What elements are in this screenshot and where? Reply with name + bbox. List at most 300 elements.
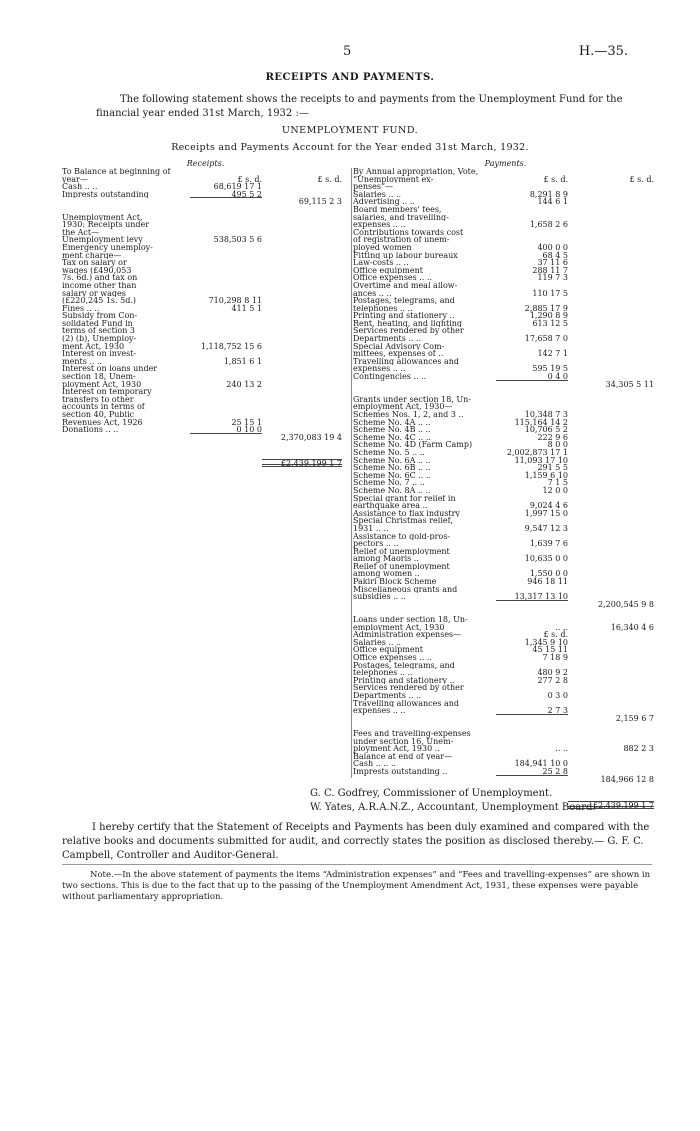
payments-item-label: Departments .. ..: [353, 335, 422, 343]
payments-row: [353, 221, 658, 229]
payments-outer-amount: 2,200,545 9 8: [598, 599, 654, 609]
receipts-inner-amount: 68,619 17 1: [213, 182, 262, 192]
payments-inner-amount: .. ..: [555, 744, 568, 754]
receipts-item-label: [62, 434, 190, 442]
payments-row: [353, 662, 658, 670]
payments-item-label: Office equipment: [353, 646, 423, 654]
payments-inner-amount: [496, 715, 568, 723]
payments-row: [353, 639, 658, 647]
payments-inner-amount: 1,159 6 10: [524, 470, 568, 480]
receipts-row: [62, 274, 349, 282]
receipts-row: [62, 198, 349, 206]
payments-item-label: among Maoris ..: [353, 555, 419, 563]
payments-item-label: Imprests outstanding ..: [353, 767, 448, 776]
receipts-row: [62, 214, 349, 222]
receipts-item-label: 7s. 6d.) and tax on: [62, 274, 138, 282]
payments-outer-amount: [568, 236, 654, 244]
payments-outer-amount: [568, 358, 654, 366]
payments-row: [353, 677, 658, 685]
intro-paragraph: The following statement shows the receipts to and payments from the Unemployment Fund for the financial year ended 31st March, 1932 :—: [96, 94, 623, 119]
payments-outer-amount: [568, 570, 654, 578]
payments-item-label: earthquake area ..: [353, 502, 428, 510]
payments-outer-amount: 184,966 12 8: [600, 774, 654, 784]
payments-item-label: [353, 715, 496, 723]
payments-inner-amount: £ s. d.: [543, 174, 568, 184]
payments-inner-amount: 12 0 0: [542, 485, 568, 495]
receipts-row: [62, 388, 349, 396]
payments-outer-amount: [568, 252, 654, 260]
receipts-row: [62, 259, 349, 267]
fund-title: UNEMPLOYMENT FUND.: [281, 125, 419, 136]
payments-item-label: ployment Act, 1930 ..: [353, 745, 440, 753]
payments-row: [353, 198, 658, 206]
receipts-item-label: salary or wages: [62, 289, 126, 298]
receipts-row: [62, 419, 349, 427]
payments-item-label: subsidies .. ..: [353, 593, 406, 601]
payments-row: [353, 738, 658, 746]
receipts-row: [62, 176, 349, 184]
payments-row: [353, 479, 658, 487]
payments-outer-amount: [568, 198, 654, 206]
payments-item-label: Balance at end of year—: [353, 752, 453, 761]
payments-inner-amount: 115,164 14 2: [514, 417, 568, 427]
payments-outer-amount: 34,305 5 11: [605, 379, 654, 389]
payments-outer-amount: [568, 525, 654, 533]
receipts-inner-amount: [190, 327, 262, 335]
payments-row: [353, 517, 658, 525]
payments-row: [353, 396, 658, 404]
payments-item-label: salaries, and travelling-: [353, 213, 449, 222]
payments-inner-amount: 1,658 2 6: [529, 220, 568, 230]
payments-item-label: Scheme No. 6B .. ..: [353, 464, 431, 472]
payments-outer-amount: [568, 411, 654, 419]
receipts-row: [62, 320, 349, 328]
receipts-outer-amount: [262, 214, 342, 222]
payments-item-label: Overtime and meal allow-: [353, 281, 458, 290]
payments-item-label: telephones .. ..: [353, 304, 413, 313]
payments-outer-amount: [568, 449, 654, 457]
payments-item-label: Miscellaneous grants and: [353, 585, 458, 594]
receipts-outer-amount: 2,370,083 19 4: [280, 432, 342, 442]
payments-item-label: Travelling allowances and: [353, 699, 460, 708]
payments-row: [353, 753, 658, 761]
payments-outer-amount: [568, 646, 654, 654]
payments-outer-amount: [568, 327, 654, 335]
payments-item-label: Office equipment: [353, 266, 423, 275]
payments-item-label: Printing and stationery ..: [353, 312, 455, 320]
payments-row: [353, 441, 658, 449]
payments-item-label: expenses .. ..: [353, 707, 406, 715]
payments-row: [353, 646, 658, 654]
receipts-outer-amount: [262, 252, 342, 260]
payments-item-label: pectors .. ..: [353, 540, 399, 548]
receipts-inner-amount: [190, 274, 262, 282]
receipts-item-label: year—: [62, 175, 88, 184]
receipts-item-label: solidated Fund in: [62, 319, 133, 328]
payments-outer-amount: [568, 730, 654, 738]
payments-inner-amount: 1,997 15 0: [524, 508, 568, 518]
receipts-inner-amount: [190, 267, 262, 275]
payments-row: [353, 715, 658, 723]
payments-outer-amount: [568, 229, 654, 237]
payments-row: [353, 669, 658, 677]
receipts-row: [62, 343, 349, 351]
payments-outer-amount: [568, 244, 654, 252]
payments-inner-amount: 119 7 3: [537, 273, 568, 283]
receipts-inner-amount: 710,298 8 11: [208, 296, 262, 306]
payments-row: [353, 570, 658, 578]
receipts-row: [62, 244, 349, 252]
receipts-item-label: Unemployment Act,: [62, 213, 143, 222]
receipts-total-blank: [62, 459, 190, 467]
payments-outer-amount: [568, 563, 654, 571]
receipts-heading: Receipts.: [186, 159, 225, 168]
receipts-inner-amount: £ s. d.: [237, 174, 262, 184]
receipts-item-label: Revenues Act, 1926: [62, 418, 143, 427]
payments-outer-amount: [568, 206, 654, 214]
payments-item-label: expenses .. ..: [353, 221, 406, 229]
payments-item-label: Relief of unemployment: [353, 547, 450, 556]
payments-item-label: Services rendered by other: [353, 327, 464, 336]
payments-row: [353, 449, 658, 457]
payments-item-label: 1931 .. ..: [353, 524, 389, 533]
payments-row: [353, 183, 658, 191]
payments-outer-amount: [568, 472, 654, 480]
payments-outer-amount: [568, 290, 654, 298]
payments-item-label: ployed women: [353, 243, 412, 252]
payments-outer-amount: [568, 669, 654, 677]
payments-item-label: Scheme No. 6C .. ..: [353, 471, 431, 480]
payments-inner-amount: 45 15 11: [532, 645, 568, 655]
payments-item-label: Salaries .. ..: [353, 190, 402, 199]
payments-item-label: ances .. ..: [353, 289, 392, 298]
payments-inner-amount: 1,290 8 9: [529, 311, 568, 321]
payments-row: [353, 548, 658, 556]
receipts-row: [62, 252, 349, 260]
payments-row: [353, 707, 658, 715]
payments-item-label: Contingencies .. ..: [353, 373, 427, 381]
receipts-row: [62, 221, 349, 229]
payments-inner-amount: 142 7 1: [537, 349, 568, 359]
payments-row: [353, 274, 658, 282]
receipts-item-label: Unemployment levy: [62, 236, 143, 244]
payments-outer-amount: [568, 214, 654, 222]
payments-outer-amount: [568, 274, 654, 282]
payments-row: [353, 730, 658, 738]
payments-inner-amount: [496, 722, 568, 730]
payments-item-label: Special Christmas relief,: [353, 517, 453, 525]
payments-inner-amount: 277 2 8: [537, 675, 568, 685]
receipts-inner-amount: [190, 206, 262, 214]
payments-item-label: employment Act, 1930—: [353, 403, 453, 411]
payments-outer-amount: [568, 540, 654, 548]
receipts-item-label: terms of section 3: [62, 327, 136, 336]
payments-outer-amount: [568, 259, 654, 267]
payments-item-label: Scheme No. 4D (Farm Camp): [353, 441, 473, 449]
receipts-row: [62, 312, 349, 320]
payments-item-label: Advertising .. ..: [353, 198, 415, 206]
payments-item-label: Law-costs .. ..: [353, 259, 409, 267]
payments-inner-amount: [496, 396, 568, 404]
payments-outer-amount: [568, 639, 654, 647]
payments-inner-amount: 11,093 17 10: [514, 455, 568, 465]
payments-row: [353, 426, 658, 434]
receipts-inner-amount: 411 5 1: [231, 303, 262, 313]
payments-outer-amount: [568, 555, 654, 563]
payments-row: [353, 563, 658, 571]
payments-inner-amount: £ s. d.: [543, 630, 568, 640]
payments-inner-amount: 288 11 7: [532, 265, 568, 275]
payments-outer-amount: [568, 753, 654, 761]
payments-inner-amount: 68 4 5: [542, 250, 568, 260]
payments-row: [353, 472, 658, 480]
receipts-inner-amount: 538,503 5 6: [213, 235, 262, 245]
payments-item-label: [353, 388, 496, 396]
payments-row: [353, 290, 658, 298]
receipts-inner-amount: [190, 244, 262, 252]
receipts-item-label: 1930: Receipts under: [62, 221, 150, 229]
payments-item-label: Scheme No. 7 .. ..: [353, 479, 425, 487]
payments-inner-amount: 7 1 5: [547, 478, 568, 488]
receipts-inner-amount: [190, 320, 262, 328]
receipts-row: [62, 350, 349, 358]
payments-row: [353, 297, 658, 305]
payments-outer-amount: [568, 502, 654, 510]
receipts-item-label: Tax on salary or: [62, 259, 127, 267]
payments-inner-amount: 1,639 7 6: [529, 539, 568, 549]
payments-item-label: Travelling allowances and: [353, 357, 460, 366]
receipts-row: [62, 236, 349, 244]
payments-item-label: By Annual appropriation, Vote,: [353, 168, 479, 176]
payments-outer-amount: [568, 419, 654, 427]
payments-row: [353, 168, 658, 176]
receipts-inner-amount: [190, 214, 262, 222]
column-divider: [351, 168, 352, 778]
audit-certificate: I hereby certify that the Statement of Receipts and Payments has been duly examined and compared with the relative books and documents submitted for audit, and correctly states the position as disclosed thereby.— G. F. C. Campbell, Controller and Auditor-General.: [62, 822, 650, 861]
payments-outer-amount: [568, 578, 654, 586]
receipts-row: [62, 282, 349, 290]
receipts-outer-amount: [262, 396, 342, 404]
receipts-outer-amount: [262, 183, 342, 191]
payments-row: [353, 419, 658, 427]
payments-inner-amount: [496, 206, 568, 214]
payments-row: [353, 358, 658, 366]
receipts-inner-amount: [190, 282, 262, 290]
payments-row: [353, 327, 658, 335]
receipts-item-label: Emergency unemploy-: [62, 243, 153, 252]
receipts-item-label: (£220,245 1s. 5d.): [62, 297, 136, 305]
payments-item-label: Scheme No. 5 .. ..: [353, 448, 425, 457]
payments-inner-amount: 9,024 4 6: [529, 501, 568, 511]
payments-row: [353, 381, 658, 389]
payments-outer-amount: [568, 684, 654, 692]
receipts-outer-amount: [262, 373, 342, 381]
receipts-item-label: ment charge—: [62, 251, 122, 260]
payments-row: [353, 434, 658, 442]
receipts-inner-amount: [190, 312, 262, 320]
receipts-outer-amount: [262, 229, 342, 237]
payments-item-label: Printing and stationery ..: [353, 676, 455, 685]
receipts-item-label: Imprests outstanding: [62, 190, 149, 199]
receipts-row: [62, 434, 349, 442]
payments-row: [353, 776, 658, 784]
payments-inner-amount: .. ..: [555, 622, 568, 632]
receipts-grand-total: £2,439,199 1 7: [262, 459, 342, 467]
signature-accountant: W. Yates, A.R.A.N.Z., Accountant, Unemployment Board.: [310, 802, 596, 813]
payments-inner-amount: 10,635 0 0: [524, 554, 568, 564]
page-header: [0, 44, 700, 60]
payments-item-label: of registration of unem-: [353, 236, 450, 244]
payments-outer-amount: [568, 586, 654, 594]
receipts-outer-amount: [262, 381, 342, 389]
payments-inner-amount: 144 6 1: [537, 197, 568, 207]
receipts-inner-amount: [190, 403, 262, 411]
payments-item-label: Fitting up labour bureaux: [353, 251, 458, 260]
payments-outer-amount: 16,340 4 6: [610, 622, 654, 632]
payments-outer-amount: [568, 320, 654, 328]
payments-row: [353, 510, 658, 518]
payments-item-label: Postages, telegrams, and: [353, 297, 455, 305]
receipts-row: [62, 206, 349, 214]
receipts-row: [62, 327, 349, 335]
payments-inner-amount: 184,941 10 0: [514, 759, 568, 769]
payments-item-label: “Unemployment ex-: [353, 175, 434, 184]
receipts-inner-amount: [190, 259, 262, 267]
payments-row: [353, 343, 658, 351]
payments-outer-amount: [568, 183, 654, 191]
payments-item-label: Relief of unemployment: [353, 562, 450, 571]
payments-item-label: penses”—: [353, 183, 394, 191]
receipts-outer-amount: 69,115 2 3: [298, 197, 342, 207]
payments-outer-amount: [568, 517, 654, 525]
payments-inner-amount: 2 7 3: [496, 707, 568, 715]
payments-outer-amount: [568, 700, 654, 708]
receipts-outer-amount: [262, 335, 342, 343]
payments-outer-amount: [568, 297, 654, 305]
payments-row: [353, 464, 658, 472]
receipts-row: [62, 411, 349, 419]
payments-item-label: Special grant for relief in: [353, 494, 456, 503]
receipts-row: [62, 358, 349, 366]
payments-outer-amount: [568, 388, 654, 396]
receipts-outer-amount: [262, 343, 342, 351]
receipts-row: [62, 305, 349, 313]
payments-inner-amount: 480 9 2: [537, 668, 568, 678]
payments-row: [353, 654, 658, 662]
receipts-item-label: the Act—: [62, 228, 100, 237]
receipts-outer-amount: [262, 267, 342, 275]
receipts-outer-amount: [262, 221, 342, 229]
payments-item-label: Assistance to flax industry: [353, 509, 460, 518]
receipts-row: [62, 168, 349, 176]
page-number: 5: [343, 44, 352, 59]
receipts-inner-amount: [190, 365, 262, 373]
payments-row: [353, 267, 658, 275]
receipts-outer-amount: [262, 297, 342, 305]
payments-row: [353, 282, 658, 290]
receipts-row: [62, 297, 349, 305]
payments-row: [353, 236, 658, 244]
payments-outer-amount: [568, 426, 654, 434]
payments-outer-amount: [568, 457, 654, 465]
payments-outer-amount: [568, 479, 654, 487]
receipts-outer-amount: [262, 419, 342, 427]
receipts-outer-amount: [262, 350, 342, 358]
receipts-item-label: (2) (b), Unemploy-: [62, 335, 137, 343]
payments-item-label: expenses .. ..: [353, 365, 406, 374]
payments-row: [353, 692, 658, 700]
payments-row: [353, 525, 658, 533]
note-divider: [62, 864, 652, 865]
receipts-outer-amount: [262, 290, 342, 298]
payments-heading: Payments.: [484, 159, 527, 168]
payments-item-label: [353, 776, 496, 784]
receipts-inner-amount: 25 15 1: [231, 417, 262, 427]
payments-item-label: Fees and travelling-expenses: [353, 729, 471, 738]
payments-inner-amount: 10,706 5 2: [524, 425, 568, 435]
receipts-outer-amount: [262, 320, 342, 328]
payments-item-label: telephones .. ..: [353, 669, 413, 677]
payments-row: [353, 722, 658, 730]
payments-inner-amount: 25 2 8: [496, 768, 568, 776]
receipts-item-label: Fines .. ..: [62, 304, 100, 313]
payments-item-label: Scheme No. 8A .. ..: [353, 486, 431, 495]
receipts-outer-amount: [262, 312, 342, 320]
payments-item-label: [353, 722, 496, 730]
payments-item-label: Pakiri Block Scheme: [353, 578, 437, 586]
payments-inner-amount: 110 17 5: [532, 288, 568, 298]
receipts-item-label: Interest on invest-: [62, 350, 137, 358]
receipts-outer-amount: [262, 274, 342, 282]
receipts-row: [62, 229, 349, 237]
payments-row: [353, 495, 658, 503]
payments-item-label: Office expenses .. ..: [353, 654, 433, 662]
payments-inner-amount: [496, 229, 568, 237]
payments-outer-amount: [568, 495, 654, 503]
payments-outer-amount: 882 2 3: [623, 744, 654, 754]
receipts-outer-amount: [262, 305, 342, 313]
payments-row: [353, 624, 658, 632]
payments-row: [353, 176, 658, 184]
receipts-item-label: income other than: [62, 281, 137, 290]
payments-item-label: Postages, telegrams, and: [353, 661, 455, 670]
payments-outer-amount: 2,159 6 7: [615, 713, 654, 723]
payments-item-label: employment Act, 1930: [353, 623, 445, 632]
receipts-item-label: Subsidy from Con-: [62, 312, 138, 320]
receipts-inner-amount: [190, 434, 262, 442]
payments-outer-amount: [568, 608, 654, 616]
payments-outer-amount: [568, 305, 654, 313]
payments-item-label: Services rendered by other: [353, 684, 464, 692]
payments-row: [353, 578, 658, 586]
payments-outer-amount: [568, 365, 654, 373]
payments-outer-amount: [568, 464, 654, 472]
receipts-inner-amount: 495 5 2: [190, 191, 262, 199]
payments-inner-amount: [496, 608, 568, 616]
payments-inner-amount: 222 9 6: [537, 432, 568, 442]
payments-row: [353, 244, 658, 252]
payments-row: [353, 586, 658, 594]
payments-item-label: Scheme No. 6A .. ..: [353, 456, 431, 465]
payments-inner-amount: [496, 381, 568, 389]
payments-inner-amount: 2,885 17 9: [524, 303, 568, 313]
payments-item-label: Schemes Nos. 1, 2, and 3 ..: [353, 411, 464, 419]
payments-row: [353, 700, 658, 708]
receipts-item-label: ment Act, 1930: [62, 342, 125, 351]
payments-inner-amount: 946 18 11: [527, 577, 568, 587]
payments-outer-amount: [568, 343, 654, 351]
payments-row: [353, 457, 658, 465]
